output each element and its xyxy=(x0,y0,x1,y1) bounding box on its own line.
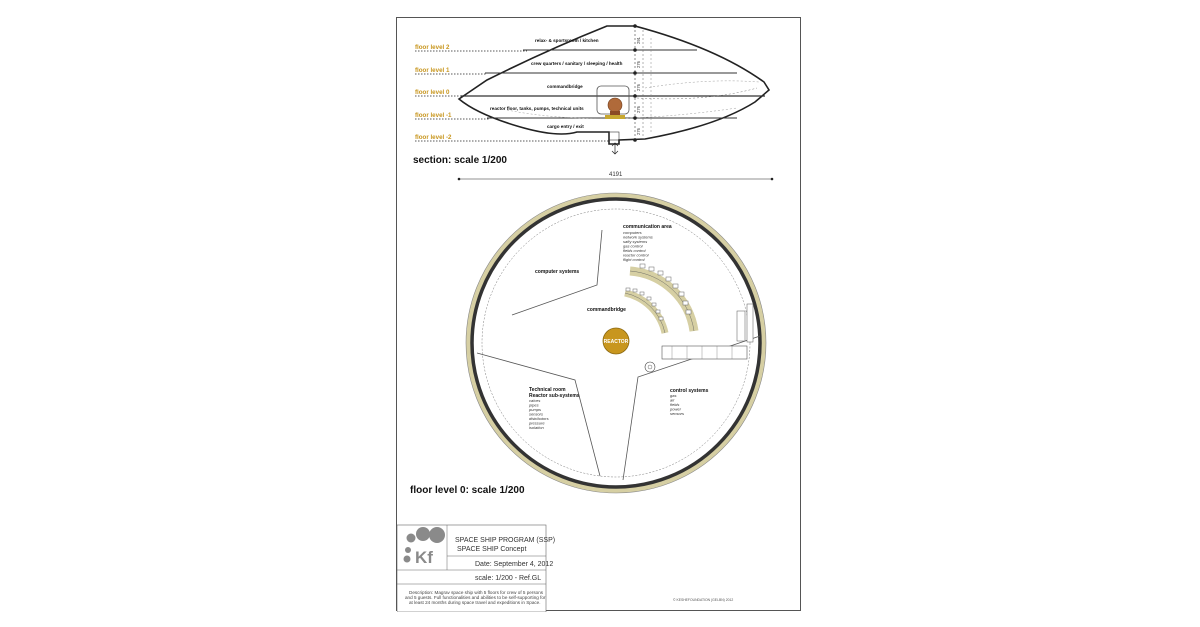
dimension-line xyxy=(458,172,774,180)
description-line: and 5 guests. Full functionalities and abilities to be self-supporting for xyxy=(405,595,546,600)
drawing-canvas xyxy=(397,18,802,612)
date-text: Date: September 4, 2012 xyxy=(475,561,554,568)
svg-text:safty systems: safty systems xyxy=(623,239,648,244)
title-block xyxy=(397,525,555,612)
deck-label: reactor floor, tanks, pumps, technical units xyxy=(490,106,584,111)
floor-level-label: floor level 2 xyxy=(415,44,450,51)
svg-text:valves: valves xyxy=(529,398,541,403)
height-label: 276 xyxy=(636,128,641,135)
control-title: control systems xyxy=(670,388,709,394)
height-label: 276 xyxy=(636,84,641,91)
svg-text:isolation: isolation xyxy=(529,425,544,430)
communication-title: communication area xyxy=(623,224,672,230)
floor-level-label: floor level 0 xyxy=(415,89,450,96)
control-console xyxy=(662,346,747,359)
dimension-value: 4191 xyxy=(609,172,623,178)
concept-title: SPACE SHIP Concept xyxy=(457,546,527,553)
height-label: 291 xyxy=(636,37,641,44)
drawing-sheet xyxy=(396,17,801,611)
svg-text:network systems: network systems xyxy=(623,234,653,240)
svg-text:gas control: gas control xyxy=(623,243,643,249)
deck-label: crew quarters / sanitary / sleeping / health xyxy=(531,61,623,66)
svg-text:flight control: flight control xyxy=(623,257,645,262)
floor-level-label: floor level -2 xyxy=(415,134,452,141)
reactor-core-icon xyxy=(608,98,622,112)
reactor-label: REACTOR xyxy=(603,339,629,345)
deck-label: relax- & sportsroom / kitchen xyxy=(535,38,599,43)
svg-text:power: power xyxy=(670,406,681,412)
height-label: 276 xyxy=(636,106,641,113)
svg-text:gas: gas xyxy=(670,393,677,398)
svg-text:Kf: Kf xyxy=(415,548,433,567)
room-computer-systems: computer systems xyxy=(535,269,580,275)
scale-text: scale: 1/200 - Ref.GL xyxy=(475,575,542,582)
svg-text:pumps: pumps xyxy=(529,407,542,412)
svg-text:fields: fields xyxy=(670,402,680,407)
room-commandbridge: commandbridge xyxy=(587,307,626,313)
height-label: 276 xyxy=(636,61,641,68)
hull-outline xyxy=(459,26,769,144)
svg-text:distributors: distributors xyxy=(529,416,549,421)
svg-text:pipes: pipes xyxy=(529,402,539,408)
hatch-icon xyxy=(645,362,655,372)
section-caption: section: scale 1/200 xyxy=(413,155,507,166)
program-title: SPACE SHIP PROGRAM (SSP) xyxy=(455,537,556,544)
floor-level-label: floor level 1 xyxy=(415,67,450,74)
svg-text:air: air xyxy=(670,397,675,403)
technical-title: Technical room xyxy=(529,387,566,393)
description-line: Description: Magrav space ship with 5 floors for crew of 5 persons xyxy=(409,590,544,595)
floor-plan xyxy=(466,193,766,493)
floor-level-label: floor level -1 xyxy=(415,112,452,119)
plan-caption: floor level 0: scale 1/200 xyxy=(410,485,525,496)
svg-text:sensors: sensors xyxy=(670,411,685,416)
svg-text:computers: computers xyxy=(623,230,642,235)
deck-label: cargo entry / exit xyxy=(547,124,584,129)
deck-label: commandbridge xyxy=(547,84,583,89)
svg-text:reactor control: reactor control xyxy=(623,252,649,258)
ship-section xyxy=(413,24,769,166)
svg-text:sensors: sensors xyxy=(529,411,544,417)
description-line: at least 24 months during space travel and expeditions in Space. xyxy=(409,600,541,605)
svg-text:pressure: pressure xyxy=(529,420,545,426)
svg-text:fields control: fields control xyxy=(623,248,646,253)
technical-subtitle: Reactor sub-systems xyxy=(529,393,580,399)
copyright-text: © KESHEFOUNDATION (GELBN) 2012 xyxy=(673,598,734,602)
